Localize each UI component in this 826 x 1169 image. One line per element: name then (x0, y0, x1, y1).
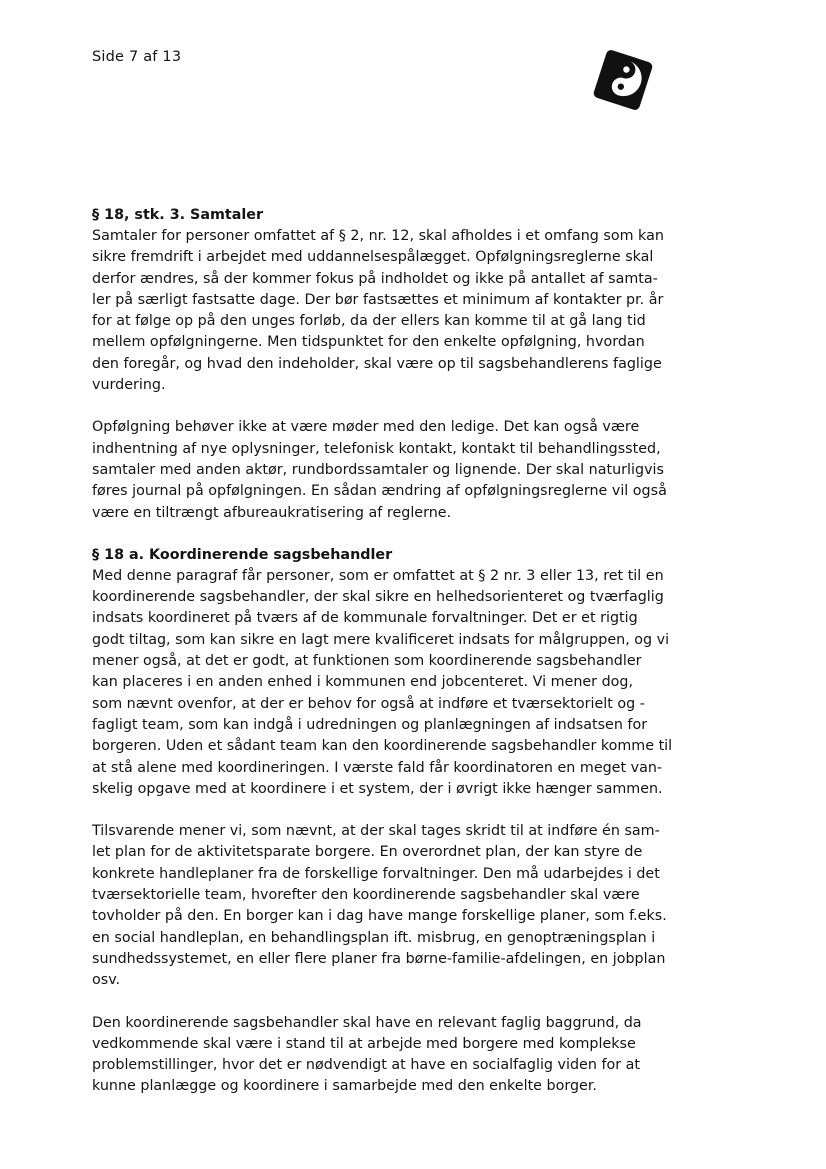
text-line: konkrete handleplaner fra de forskellige forvaltninger. Den må udarbejdes i det (92, 865, 660, 882)
text-line: ler på særligt fastsatte dage. Der bør fastsættes et minimum af kontakter pr. år (92, 291, 664, 308)
text-line: sundhedssystemet, en eller flere planer fra børne-familie-afdelingen, en jobplan (92, 950, 666, 967)
text-line: vurdering. (92, 377, 166, 394)
text-line: at stå alene med koordineringen. I værste fald får koordinatoren en meget van- (92, 759, 663, 776)
text-line: let plan for de aktivitetsparate borgere. En overordnet plan, der kan styre de (92, 844, 643, 861)
text-line: være en tiltrængt afbureaukratisering af reglerne. (92, 504, 452, 521)
text-line: indsats koordineret på tværs af de kommunale forvaltninger. Det er et rigtig (92, 610, 638, 627)
text-line: kan placeres i en anden enhed i kommunen end jobcenteret. Vi mener dog, (92, 674, 634, 691)
text-line: Den koordinerende sagsbehandler skal have en relevant faglig baggrund, da (92, 1014, 642, 1031)
text-line: koordinerende sagsbehandler, der skal sikre en helhedsorienteret og tværfaglig (92, 589, 664, 606)
text-line: tværsektorielle team, hvorefter den koordinerende sagsbehandler skal være (92, 887, 640, 904)
text-line: for at følge op på den unges forløb, da der ellers kan komme til at gå lang tid (92, 313, 646, 330)
text-line: Med denne paragraf får personer, som er omfattet at § 2 nr. 3 eller 13, ret til en (92, 567, 664, 584)
section-heading: § 18, stk. 3. Samtaler (92, 207, 264, 223)
text-line: tovholder på den. En borger kan i dag have mange forskellige planer, som f.eks. (92, 908, 667, 925)
text-line: samtaler med anden aktør, rundbordssamtaler og lignende. Der skal naturligvis (92, 461, 664, 478)
text-line: sikre fremdrift i arbejdet med uddannelsespålægget. Opfølgningsreglerne skal (92, 249, 654, 266)
section-heading: § 18 a. Koordinerende sagsbehandler (92, 546, 393, 563)
page-indicator: Side 7 af 13 (92, 49, 182, 65)
text-line: fagligt team, som kan indgå i udredningen og planlægningen af indsatsen for (92, 716, 648, 733)
text-line: en social handleplan, en behandlingsplan ift. misbrug, en genoptræningsplan i (92, 929, 656, 946)
text-line: kunne planlægge og koordinere i samarbejde med den enkelte borger. (92, 1078, 597, 1095)
text-line: vedkommende skal være i stand til at arbejde med borgere med komplekse (92, 1035, 636, 1052)
paragraph (92, 566, 672, 800)
text-line: den foregår, og hvad den indeholder, skal være op til sagsbehandlerens faglige (92, 355, 662, 372)
text-line: Samtaler for personer omfattet af § 2, nr. 12, skal afholdes i et omfang som kan (92, 228, 664, 244)
paragraph (92, 821, 672, 991)
text-line: indhentning af nye oplysninger, telefonisk kontakt, kontakt til behandlingssted, (92, 440, 661, 457)
text-line: godt tiltag, som kan sikre en lagt mere kvalificeret indsats for målgruppen, og vi (92, 631, 670, 648)
paragraph (92, 1013, 672, 1098)
text-line: problemstillinger, hvor det er nødvendigt at have en socialfaglig viden for at (92, 1057, 641, 1074)
text-line: derfor ændres, så der kommer fokus på indholdet og ikke på antallet af samta- (92, 270, 658, 287)
text-line: føres journal på opfølgningen. En sådan ændring af opfølgningsreglerne vil også (92, 483, 667, 500)
yin-yang-logo-icon (592, 46, 654, 114)
text-line: mellem opfølgningerne. Men tidspunktet for den enkelte opfølgning, hvordan (92, 334, 645, 351)
text-line: Tilsvarende mener vi, som nævnt, at der skal tages skridt til at indføre én sam- (92, 823, 660, 840)
text-line: mener også, at det er godt, at funktionen som koordinerende sagsbehandler (92, 653, 642, 670)
paragraph (92, 417, 672, 523)
paragraph (92, 226, 672, 396)
text-line: Opfølgning behøver ikke at være møder med den ledige. Det kan også være (92, 419, 640, 436)
text-line: som nævnt ovenfor, at der er behov for også at indføre et tværsektorielt og - (92, 695, 645, 712)
text-line: borgeren. Uden et sådant team kan den koordinerende sagsbehandler komme til (92, 738, 673, 755)
document-body (92, 205, 672, 1098)
text-line: osv. (92, 972, 121, 989)
text-line: skelig opgave med at koordinere i et system, der i øvrigt ikke hænger sammen. (92, 780, 663, 797)
